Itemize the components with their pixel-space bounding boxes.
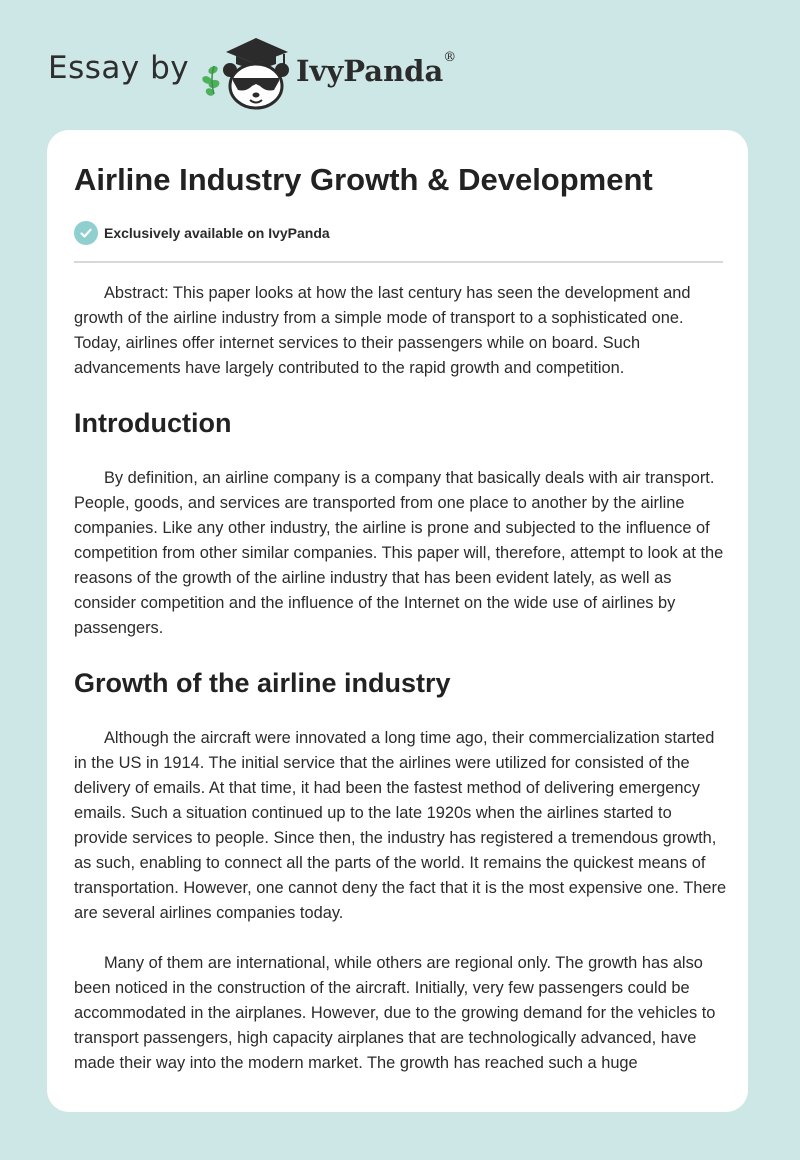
divider xyxy=(74,261,723,263)
brand-name[interactable]: IvyPanda® xyxy=(296,50,457,88)
essay-body xyxy=(74,281,728,1101)
page-title: Airline Industry Growth & Development xyxy=(74,162,653,197)
site-header xyxy=(0,0,800,130)
essay-by-label: Essay by xyxy=(48,50,190,86)
panda-logo-icon[interactable] xyxy=(200,34,294,110)
abstract-paragraph: Abstract: This paper looks at how the last century has seen the development and growth of the airline industry from a simple mode of transport to a sophisticated one. Today, airlines offer internet services to their passengers while on board. Such advancements have largely contributed to the rapid growth and competition. xyxy=(74,284,691,377)
exclusive-badge-label: Exclusively available on IvyPanda xyxy=(104,225,330,241)
body-paragraph: By definition, an airline company is a company that basically deals with air transport. People, goods, and services are transported from one place to another by the airline companies. Like any other industry, the airline is prone and subjected to the influence of competition from other similar companies. This paper will, therefore, attempt to look at the reasons of the growth of the airline industry that has been evident lately, as well as consider competition and the influence of the Internet on the wide use of airlines by passengers. xyxy=(74,469,724,637)
body-paragraph: Many of them are international, while others are regional only. The growth has also been noticed in the construction of the aircraft. Initially, very few passengers could be accommodated in the airplanes. However, due to the growing demand for the vehicles to transport passengers, high capacity airplanes that are technologically advanced, have made their way into the modern market. The growth has reached such a huge xyxy=(74,954,716,1072)
exclusive-badge xyxy=(74,221,330,245)
registered-mark: ® xyxy=(443,50,457,65)
check-circle-icon xyxy=(74,221,98,245)
body-paragraph: Although the aircraft were innovated a long time ago, their commercialization started in the US in 1914. The initial service that the airlines were utilized for consisted of the delivery of emails. At that time, it had been the fastest method of delivering emergency emails. Such a situation continued up to the late 1920s when the airlines started to provide services to people. Since then, the industry has registered a tremendous growth, as such, enabling to connect all the parts of the world. It remains the quickest means of transportation. However, one cannot deny the fact that it is the most expensive one. There are several airlines companies today. xyxy=(74,729,727,922)
section-heading-growth: Growth of the airline industry xyxy=(74,668,451,698)
section-heading-introduction: Introduction xyxy=(74,408,232,438)
essay-card xyxy=(47,130,748,1112)
